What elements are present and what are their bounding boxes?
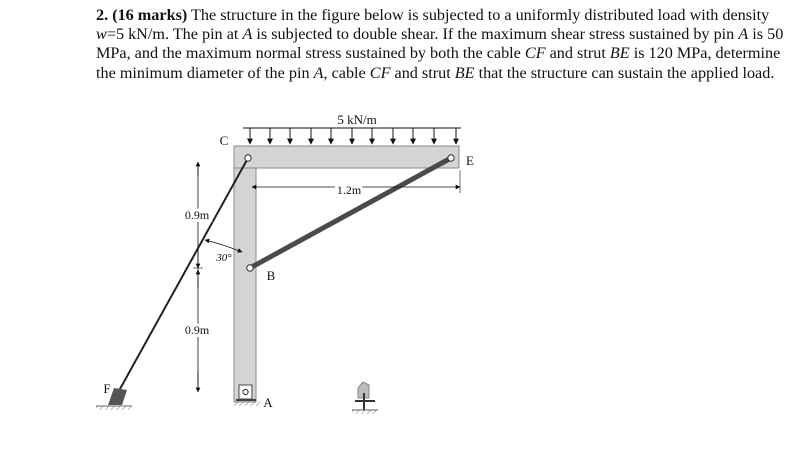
distributed-load (243, 112, 461, 144)
label-a: A (263, 395, 273, 410)
pin-b (247, 265, 253, 271)
dimension-vertical (185, 162, 210, 392)
problem-text: is 50 MPa, and the maximum normal stress sustained by both the cable (96, 25, 784, 63)
symbol-a: A (313, 63, 324, 82)
problem-text: is 120 MPa, determine the minimum diameter of the pin (96, 44, 781, 82)
support-f (96, 388, 132, 410)
vertical-column (234, 146, 256, 402)
symbol-a: A (242, 25, 253, 44)
angle-label: 30° (216, 252, 232, 264)
cable-cf (115, 158, 248, 398)
problem-marks: (16 marks) (112, 6, 188, 24)
problem-text: and strut (545, 44, 610, 63)
label-c: C (219, 133, 229, 148)
symbol-be: BE (609, 44, 630, 63)
load-label: 5 kN/m (337, 112, 377, 127)
pin-e (448, 155, 454, 161)
pin-c (245, 155, 251, 161)
symbol-a: A (738, 25, 749, 44)
label-f: F (103, 381, 111, 396)
dimension-lower-label: 0.9m (184, 323, 210, 337)
pin-detail (352, 382, 378, 414)
problem-text: that the structure can sustain the applied load. (474, 63, 775, 82)
dimension-horizontal-label: 1.2m (336, 183, 362, 197)
problem-text: , cable (323, 63, 370, 82)
problem-text: =5 kN/m. The pin at (106, 25, 243, 44)
problem-text: is subjected to double shear. If the maximum shear stress sustained by pin (252, 25, 739, 44)
symbol-cf: CF (369, 63, 391, 82)
symbol-be: BE (454, 63, 475, 82)
label-e: E (466, 153, 474, 168)
dimension-upper-label: 0.9m (184, 208, 210, 222)
horizontal-beam (234, 146, 459, 168)
problem-text: and strut (390, 63, 455, 82)
dimension-horizontal (252, 170, 460, 197)
problem-text: The structure in the figure below is subjected to a uniformly distributed load with density (187, 6, 770, 24)
problem-number: 2. (96, 6, 109, 24)
strut-be (250, 158, 451, 268)
symbol-w: w (96, 25, 107, 44)
symbol-cf: CF (524, 44, 546, 63)
label-b: B (266, 268, 276, 283)
